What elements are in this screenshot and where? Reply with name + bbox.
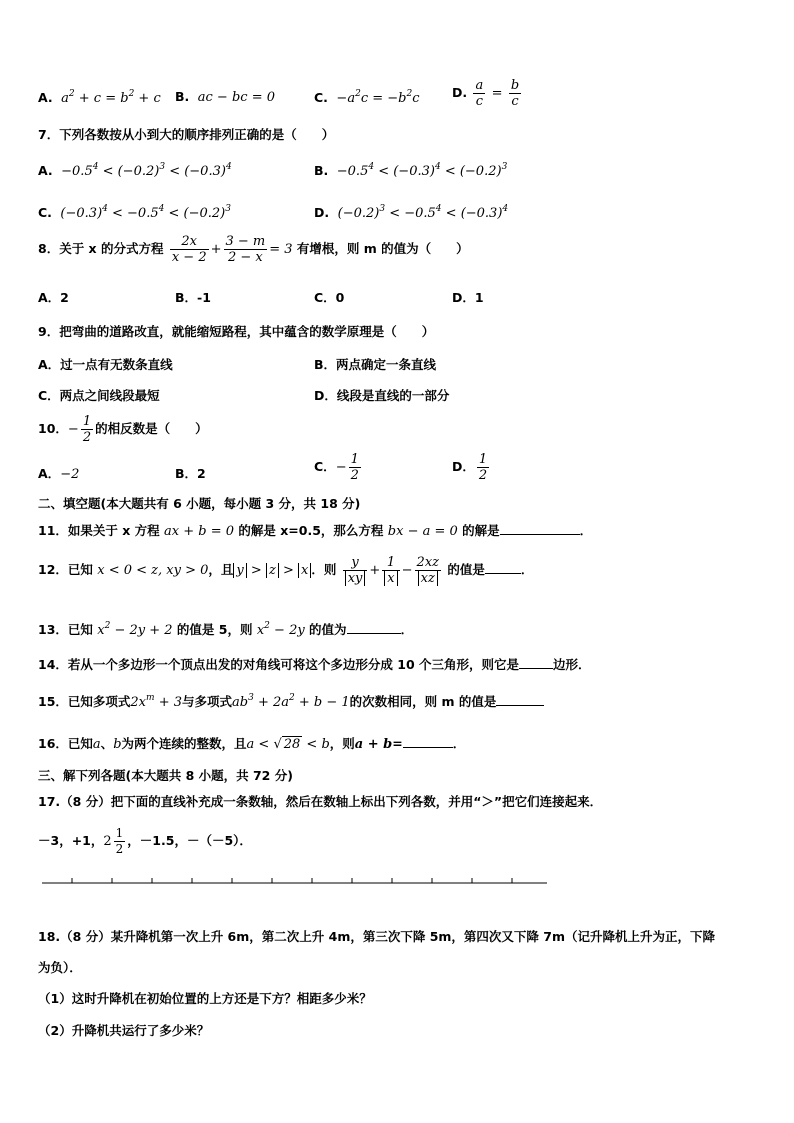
q13-p2: 的值是 5，则 xyxy=(176,622,253,637)
q12-p4: 的值是 xyxy=(447,562,485,577)
q12-p2: ，且 xyxy=(208,562,234,577)
q12-end: ． xyxy=(520,562,534,577)
section-3-heading: 三、解下列各题(本大题共 8 小题，共 72 分) xyxy=(38,768,293,783)
q10-minus: − xyxy=(67,422,79,437)
q10-option-d xyxy=(452,452,491,483)
q15-p2: 与多项式 xyxy=(182,694,233,709)
q6-b-label: B. xyxy=(175,89,190,104)
q13 xyxy=(38,620,413,638)
q9-option-c: C．两点之间线段最短 xyxy=(38,388,160,403)
q14 xyxy=(38,655,591,673)
q8-prefix: 8．关于 x 的分式方程 xyxy=(38,241,164,256)
q7-a-formula: $-0.5^4 < (-0.2)^3 < (-0.3)^4$ xyxy=(57,162,232,179)
q15-p3: 的次数相同，则 m 的值是 xyxy=(349,694,497,709)
q15-p1: 15．已知多项式 xyxy=(38,694,131,709)
q12-answer-blank[interactable] xyxy=(485,560,521,574)
q18-line2: 为负）． xyxy=(38,960,82,975)
q6-d-frac-left: $\frac{a}{c}$ xyxy=(475,78,484,109)
q6-d-frac-right: $\frac{b}{c}$ xyxy=(510,78,520,109)
q10-prefix: 10． xyxy=(38,421,68,436)
q10-a-value: −2 xyxy=(60,467,80,482)
q10-option-a xyxy=(38,464,79,482)
q6-option-b xyxy=(175,89,275,105)
q11-end: ． xyxy=(579,523,593,538)
q10-option-c xyxy=(314,452,363,483)
section-2-heading: 二、填空题(本大题共有 6 小题，每小题 3 分，共 18 分) xyxy=(38,496,361,511)
q10-c-label: C． xyxy=(314,459,336,474)
q18-sub2: （2）升降机共运行了多少米？ xyxy=(38,1023,210,1038)
q7-d-formula: $(-0.2)^3 < -0.5^4 < (-0.3)^4$ xyxy=(333,204,509,221)
q6-option-c xyxy=(314,89,419,106)
q11-answer-blank[interactable] xyxy=(500,521,580,535)
q6-b-formula: ac − bc = 0 xyxy=(193,90,275,105)
q6-a-formula: $a^2 + c = b^2 + c$ xyxy=(57,89,161,106)
q7-stem: 7．下列各数按从小到大的顺序排列正确的是（ ） xyxy=(38,127,335,142)
q6-option-a xyxy=(38,89,161,106)
q11-p2: 的解是 x=0.5，那么方程 xyxy=(238,523,384,538)
q6-d-equals: = xyxy=(491,86,503,101)
q16-inequality: a < √ 28 < b xyxy=(246,737,330,752)
q9-option-d: D．线段是直线的一部分 xyxy=(314,388,450,403)
q18-line1: 18.（8 分）某升降机第一次上升 6m，第二次上升 4m，第三次下降 5m，第四次又下降 7m（记升降机上升为正，下降 xyxy=(38,929,715,944)
q17-n1: －3，+1， xyxy=(38,833,104,848)
q9-option-b: B．两点确定一条直线 xyxy=(314,357,437,372)
q17-mixed-number: 2 $\frac{1}{2}$ xyxy=(103,826,124,856)
q7-option-c xyxy=(38,204,231,221)
q16-a: a xyxy=(92,737,101,752)
q15-poly1: $2x^m + 3$ xyxy=(130,693,182,710)
q8-frac-2: $\frac{3 - m}{2 - x}$ xyxy=(225,234,266,265)
q8-option-d: D．1 xyxy=(452,290,484,305)
q17-n2: ，－1.5，－（－5）． xyxy=(127,833,252,848)
q8-option-a: A．2 xyxy=(38,290,69,305)
q12-cond2: y > z > x xyxy=(233,563,311,578)
q7-a-label: A. xyxy=(38,163,53,178)
q17-stem: 17.（8 分）把下面的直线补充成一条数轴，然后在数轴上标出下列各数，并用“＞”把它们连接起来． xyxy=(38,794,603,809)
q12-p3: ．则 xyxy=(311,562,337,577)
q11-eq1: ax + b = 0 xyxy=(164,524,235,539)
q7-option-b xyxy=(314,162,507,179)
q8-option-c: C．0 xyxy=(314,290,345,305)
q16-answer-blank[interactable] xyxy=(403,734,453,748)
q12-frac-1: $\frac{y}{xy}$ xyxy=(343,555,368,586)
q9-option-a: A．过一点有无数条直线 xyxy=(38,357,173,372)
q16-p3: 为两个连续的整数，且 xyxy=(121,736,247,751)
q12 xyxy=(38,555,533,586)
q10-stem xyxy=(38,414,208,445)
q14-answer-blank[interactable] xyxy=(519,655,553,669)
q6-d-label: D. xyxy=(452,85,468,100)
q7-option-d xyxy=(314,204,508,221)
q8-suffix: 有增根，则 m 的值为（ ） xyxy=(296,241,469,256)
q12-minus: − xyxy=(401,563,413,578)
q10-option-b: B．2 xyxy=(175,466,206,481)
q14-p1: 14．若从一个多边形一个顶点出发的对角线可将这个多边形分成 10 个三角形，则它是 xyxy=(38,657,519,672)
q10-a-label: A． xyxy=(38,466,61,481)
q11-p3: 的解是 xyxy=(462,523,500,538)
q6-a-label: A. xyxy=(38,90,53,105)
q8-plus: + xyxy=(210,242,222,257)
q17-number-line xyxy=(42,878,547,884)
q13-end: ． xyxy=(400,622,414,637)
q17-numbers xyxy=(38,826,252,857)
q9-stem: 9．把弯曲的道路改直，就能缩短路程，其中蕴含的数学原理是（ ） xyxy=(38,324,435,339)
q8-frac-1: $\frac{2x}{x - 2}$ xyxy=(171,234,207,265)
q10-c-minus: − xyxy=(335,460,347,475)
q10-c-frac: $\frac{1}{2}$ xyxy=(350,452,359,483)
q13-expr1: $x^2 - 2y + 2$ xyxy=(97,621,173,638)
q16-p1: 16．已知 xyxy=(38,736,93,751)
q13-p1: 13．已知 xyxy=(38,622,93,637)
q15-answer-blank[interactable] xyxy=(496,692,544,706)
q15 xyxy=(38,692,544,710)
q7-b-formula: $-0.5^4 < (-0.3)^4 < (-0.2)^3$ xyxy=(332,162,508,179)
q12-frac-3: $\frac{2xz}{xz}$ xyxy=(416,555,439,586)
q11-p1: 11．如果关于 x 方程 xyxy=(38,523,160,538)
q16-sum: a + b xyxy=(354,737,393,752)
q10-suffix: 的相反数是（ ） xyxy=(95,421,208,436)
q13-p3: 的值为 xyxy=(309,622,347,637)
q16-b: b xyxy=(113,737,122,752)
q10-d-label: D． xyxy=(452,459,475,474)
q18-sub1: （1）这时升降机在初始位置的上方还是下方？相距多少米？ xyxy=(38,991,372,1006)
q16-p4: ，则 xyxy=(329,736,355,751)
q15-poly2: $ab^3 + 2a^2 + b - 1$ xyxy=(232,693,350,710)
q16-p2: 、 xyxy=(100,736,114,751)
q7-option-a xyxy=(38,162,232,179)
q12-p1: 12．已知 xyxy=(38,562,93,577)
q8-stem xyxy=(38,234,469,265)
q6-c-formula: $-a^2c = -b^2c$ xyxy=(332,89,420,106)
q11-eq2: bx − a = 0 xyxy=(387,524,458,539)
q12-frac-2: $\frac{1}{x}$ xyxy=(382,555,399,586)
q13-answer-blank[interactable] xyxy=(347,620,401,634)
q12-plus: + xyxy=(369,563,381,578)
q10-frac: $\frac{1}{2}$ xyxy=(82,414,92,445)
q16-end: ． xyxy=(452,736,466,751)
q12-cond1: x < 0 < z, xy > 0 xyxy=(97,563,209,578)
q7-c-label: C. xyxy=(38,205,52,220)
q8-equals: = 3 xyxy=(269,242,293,257)
q11 xyxy=(38,521,592,539)
q6-c-label: C. xyxy=(314,90,328,105)
q7-b-label: B. xyxy=(314,163,329,178)
q7-c-formula: $(-0.3)^4 < -0.5^4 < (-0.2)^3$ xyxy=(56,204,231,221)
q7-d-label: D. xyxy=(314,205,330,220)
q10-d-frac: $\frac{1}{2}$ xyxy=(478,452,488,483)
q16: 16．已知a、b为两个连续的整数，且a < √ 28 < b，则a + b= ． xyxy=(38,736,466,752)
q13-expr2: $x^2 - 2y$ xyxy=(256,621,305,638)
q8-option-b: B．-1 xyxy=(175,290,211,305)
q6-option-d xyxy=(452,78,523,109)
q14-end: 边形． xyxy=(553,657,591,672)
